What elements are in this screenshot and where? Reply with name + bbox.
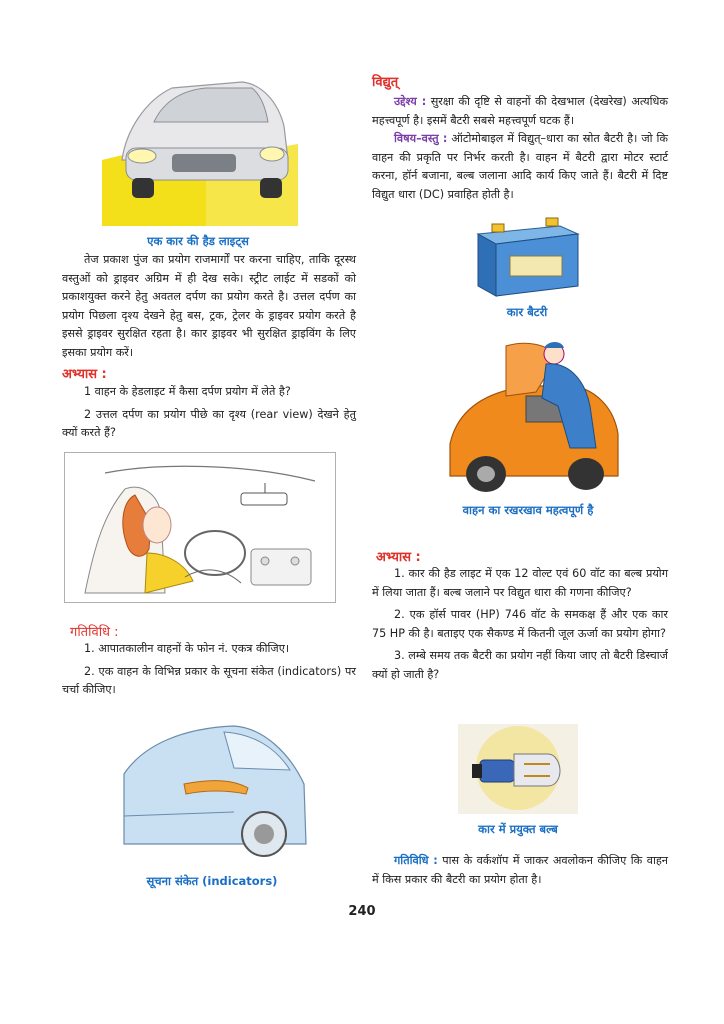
- right-exercise-item-2: 2. एक हॉर्स पावर (HP) 746 वॉट के समकक्ष हैं और एक कार 75 HP की है। बताइए एक सैकण्ड में कितनी जूल ऊर्जा का प्रयोग होगा?: [372, 608, 668, 640]
- content-label: विषय–वस्तु :: [394, 132, 448, 145]
- objective-label: उद्देश्य :: [394, 95, 427, 108]
- indicator-car-illustration: [114, 704, 310, 864]
- left-activity-heading: गतिविधि :: [70, 625, 119, 640]
- indicator-caption: सूचना संकेत (indicators): [146, 874, 278, 888]
- left-activity-list: [62, 640, 356, 700]
- content-text: ऑटोमोबाइल में विद्युत्–धारा का स्रोत बैटरी है। जो कि वाहन की प्रकृति पर निर्भर करती है। वाहन में बैटरी द्वारा मोटर स्टार्ट करना, हॉर्न बजाना, बल्ब जलाना आदि कार्य किए जाते हैं। बैटरी में दिष्ट विद्युत धारा (DC) प्रवाहित होती है।: [372, 132, 668, 201]
- right-activity-text: पास के वर्कशॉप में जाकर अवलोकन कीजिए कि वाहन में किस प्रकार की बैटरी का प्रयोग होता है।: [372, 854, 669, 886]
- right-activity-paragraph: [372, 852, 668, 889]
- left-exercise-item-2: 2 उत्तल दर्पण का प्रयोग पीछे का दृश्य (rear view) देखने हेतु क्यों करते हैं?: [62, 407, 356, 439]
- car-bulb-caption: कार में प्रयुक्त बल्ब: [478, 822, 558, 836]
- right-activity-label: गतिविधि :: [394, 854, 438, 867]
- car-battery-illustration: [470, 216, 584, 298]
- car-maintenance-illustration: [446, 336, 622, 492]
- right-exercise-item-3: 3. लम्बे समय तक बैटरी का प्रयोग नहीं किया जाए तो बैटरी डिस्चार्ज क्यों हो जाती है?: [372, 649, 668, 681]
- left-activity-item-1: 1. आपातकालीन वाहनों के फोन नं. एकत्र कीजिए।: [84, 642, 290, 655]
- left-activity-item-2: 2. एक वाहन के विभिन्न प्रकार के सूचना संकेत (indicators) पर चर्चा कीजिए।: [62, 664, 356, 696]
- right-exercise-item-1: 1. कार की हैड लाइट में एक 12 वोल्ट एवं 60 वॉट का बल्ब प्रयोग में लिया जाता हैं। बल्ब जलाने पर विद्युत धारा की गणना कीजिए?: [372, 567, 668, 599]
- driver-rear-view-frame: [64, 452, 336, 603]
- page-number: 240: [348, 904, 376, 919]
- left-exercise-item-1: 1 वाहन के हेडलाइट में कैसा दर्पण प्रयोग में लेते है?: [84, 385, 291, 398]
- right-exercise-heading: अभ्यास :: [376, 550, 421, 565]
- content-paragraph: [372, 130, 668, 204]
- car-bulb-illustration: [458, 724, 578, 814]
- car-battery-caption: कार बैटरी: [506, 305, 548, 319]
- car-headlight-paragraph: तेज प्रकाश पुंज का प्रयोग राजमार्गों पर करना चाहिए, ताकि दूरस्थ वस्तुओं को ड्राइवर अग्रिम में ही देख सके। स्ट्रीट लाईट में सडकों को प्रकाशयुक्त करने हेतु अवतल दर्पण का प्रयोग करते है। उत्तल दर्पण का प्रयोग पिछला दृश्य देखने हेतु बस, ट्रक, ट्रेलर के ड्राइवर प्रयोग करते है इससे ड्राइवर सुरक्षित रहता है। कार ड्राइवर भी सुरक्षित ड्राइविंग के लिए इसका प्रयोग करें।: [62, 253, 356, 359]
- electricity-section-title: विद्युत्: [372, 75, 399, 90]
- driver-rear-view-illustration: [65, 453, 335, 602]
- left-exercise-list: [62, 383, 356, 443]
- car-headlight-caption: एक कार की हैड लाइट्स: [147, 234, 249, 248]
- objective-paragraph: [372, 93, 668, 130]
- objective-text: सुरक्षा की दृष्टि से वाहनों की देखभाल (देखरेख) अत्यधिक महत्त्वपूर्ण है। इसमें बैटरी सबसे महत्त्वपूर्ण घटक हैं।: [372, 95, 668, 127]
- car-maintenance-caption: वाहन का रखरखाव महत्वपूर्ण है: [462, 503, 594, 517]
- car-headlight-illustration: [102, 74, 298, 226]
- left-exercise-heading: अभ्यास :: [62, 367, 107, 382]
- right-exercise-list: [372, 565, 668, 684]
